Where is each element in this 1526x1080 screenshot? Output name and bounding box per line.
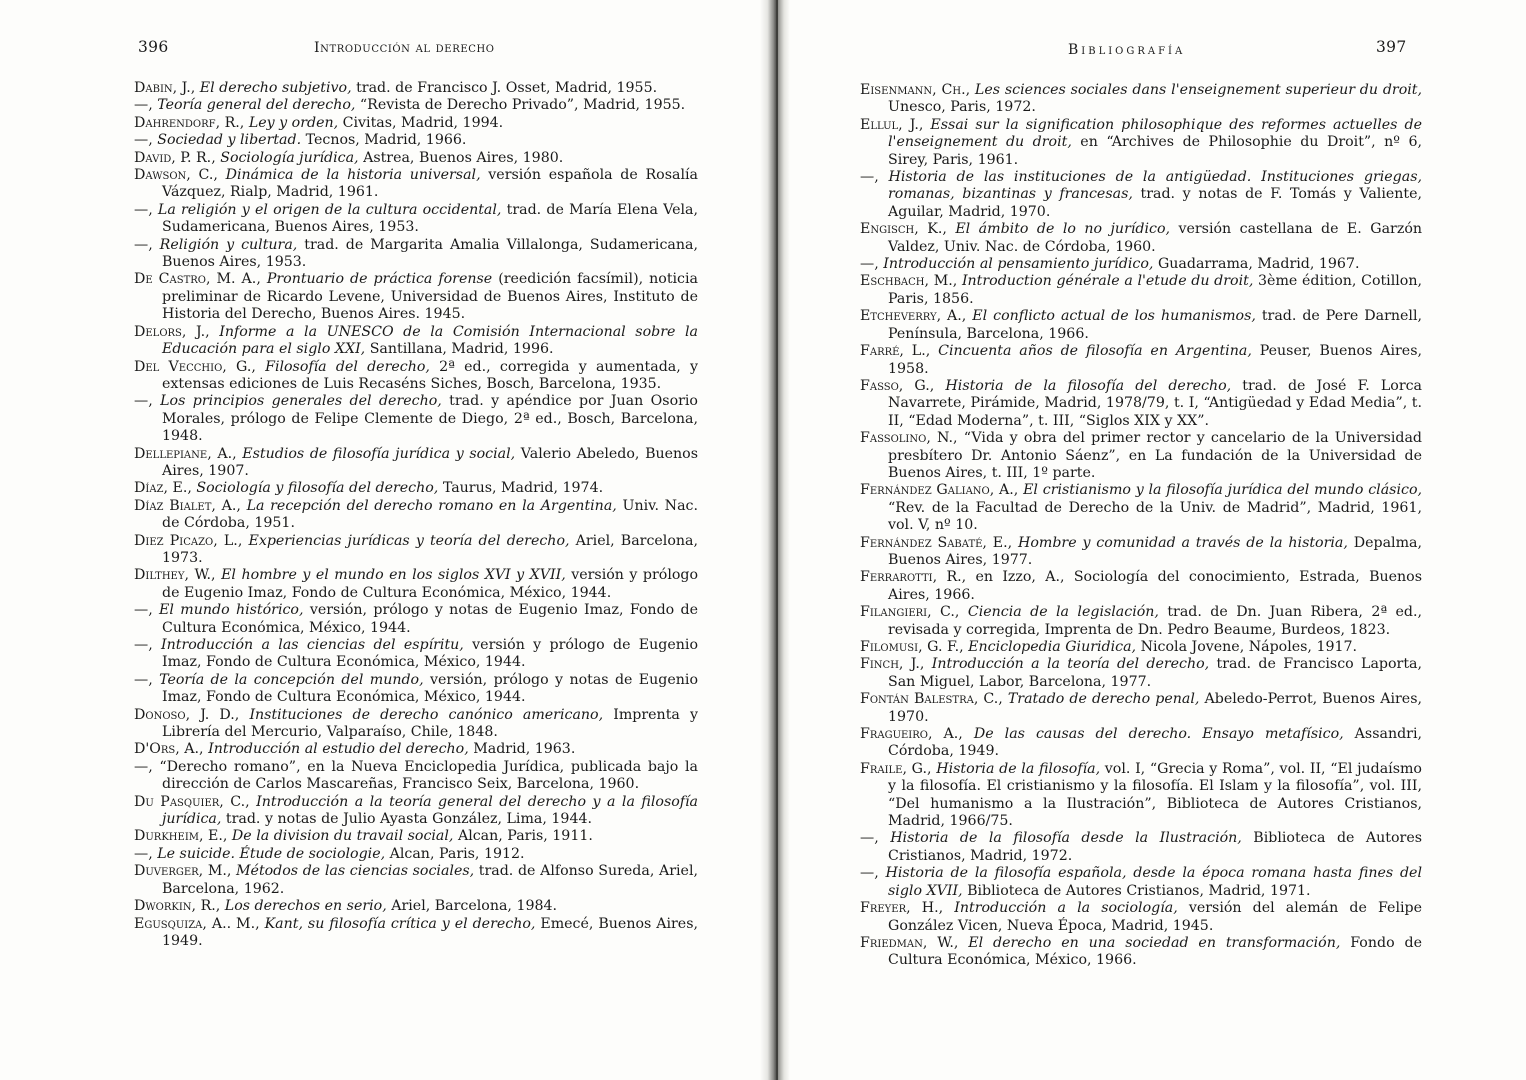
- entry-details: Unesco, Paris, 1972.: [888, 99, 1036, 116]
- entry-details: versión y prólogo de Eugenio Imaz, Fondo de Cultura Económica, México, 1944.: [162, 567, 699, 601]
- entry-title: Hombre y comunidad a través de la historia,: [1017, 534, 1348, 551]
- entry-details: Biblioteca de Autores Cristianos, Madrid, 1972.: [888, 830, 1422, 864]
- entry-title: Historia de la filosofía del derecho,: [945, 377, 1232, 394]
- entry-title: Métodos de las ciencias sociales,: [236, 863, 475, 880]
- bibliography-entry: [134, 132, 698, 149]
- entry-title: Historia de la filosofía desde la Ilustración,: [890, 830, 1242, 847]
- entry-title: Sociología jurídica,: [220, 149, 359, 166]
- entry-details: Peuser, Buenos Aires, 1958.: [888, 343, 1422, 377]
- entry-title: Essai sur la signification philosophique des reformes actuelles de l'enseignement du droit,: [888, 116, 1422, 151]
- entry-details: versión española de Rosalía Vázquez, Rialp, Madrid, 1961.: [162, 167, 698, 201]
- entry-title: Sociedad y libertad.: [157, 132, 302, 149]
- entry-author: Eschbach, M.,: [860, 273, 962, 290]
- entry-title: Introducción a las ciencias del espíritu,: [161, 637, 464, 653]
- bibliography-entry: [134, 672, 698, 707]
- bibliography-entry: [860, 691, 1422, 726]
- entry-details: Civitas, Madrid, 1994.: [338, 114, 504, 131]
- entry-title: Introducción al pensamiento jurídico,: [883, 256, 1154, 273]
- page-number: 396: [138, 38, 169, 56]
- entry-author: Filomusi, G. F.,: [860, 639, 969, 655]
- entry-author: Dworkin, R.,: [134, 898, 225, 915]
- bibliography-entry: [134, 916, 698, 951]
- entry-title: Teoría de la concepción del mundo,: [159, 671, 424, 688]
- entry-details: Alcan, Paris, 1911.: [453, 828, 593, 845]
- entry-author: Ferrarotti, R.,: [860, 569, 976, 586]
- bibliography-entry: [134, 828, 698, 845]
- bibliography-entry: [134, 602, 698, 637]
- entry-title: Introduction générale a l'etude du droit,: [961, 273, 1254, 290]
- entry-author: —,: [134, 602, 160, 619]
- entry-author: Duverger, M.,: [134, 863, 237, 880]
- entry-title: Los principios generales del derecho,: [160, 393, 442, 410]
- entry-title: Introducción a la teoría del derecho,: [931, 656, 1210, 673]
- entry-title: El cristianismo y la filosofía jurídica del mundo clásico,: [1023, 482, 1422, 499]
- bibliography-entry: [860, 82, 1422, 117]
- bibliography-entry: [860, 726, 1422, 761]
- entry-details: “Derecho romano”, en la Nueva Enciclopedia Jurídica, publicada bajo la dirección de Carlos Mascareñas, Francisco Seix, Barcelona, 1960.: [159, 758, 699, 793]
- bibliography-entry: [134, 359, 698, 394]
- bibliography-entry: [134, 637, 698, 672]
- entry-author: Fernández Sabaté, E.,: [860, 534, 1018, 551]
- entry-details: en Izzo, A., Sociología del conocimiento, Estrada, Buenos Aires, 1966.: [888, 569, 1423, 603]
- entry-details: trad. de José F. Lorca Navarrete, Pirámide, Madrid, 1978/79, t. I, “Antigüedad y Edad Media”, t. II, “Edad Moderna”, t. III, “Siglos XIX y XX”.: [888, 377, 1422, 429]
- entry-title: Teoría general del derecho,: [157, 97, 356, 114]
- bibliography-entry: [860, 535, 1422, 570]
- bibliography-entry: [134, 80, 698, 97]
- entry-title: Dinámica de la historia universal,: [225, 167, 481, 184]
- entry-details: versión castellana de E. Garzón Valdez, Univ. Nac. de Córdoba, 1960.: [888, 221, 1422, 255]
- entry-author: Ellul, J.,: [860, 116, 931, 133]
- entry-title: El derecho subjetivo,: [199, 80, 352, 96]
- bibliography-entry: [860, 865, 1422, 900]
- entry-details: Valerio Abeledo, Buenos Aires, 1907.: [162, 445, 698, 479]
- entry-details: trad. de Francisco Laporta, San Miguel, Labor, Barcelona, 1977.: [888, 656, 1422, 690]
- bibliography-entry: [860, 830, 1422, 865]
- entry-title: Filosofía del derecho,: [265, 358, 430, 375]
- entry-author: Díaz Bialet, A.,: [134, 497, 247, 514]
- bibliography-entry: [860, 378, 1422, 430]
- bibliography-entry: [860, 343, 1422, 378]
- entry-author: —,: [134, 671, 160, 688]
- entry-author: Dawson, C.,: [134, 167, 226, 184]
- entry-details: Imprenta y Librería del Mercurio, Valparaíso, Chile, 1848.: [162, 706, 698, 741]
- bibliography-entry: [860, 482, 1422, 534]
- entry-title: Estudios de filosofía jurídica y social,: [242, 445, 516, 462]
- entry-title: El conflicto actual de los humanismos,: [972, 308, 1256, 325]
- entry-author: Fernández Galiano, A.,: [860, 482, 1024, 499]
- entry-author: —,: [134, 758, 160, 775]
- entry-details: trad. de Alfonso Sureda, Ariel, Barcelona, 1962.: [162, 863, 698, 897]
- bibliography-entry: [134, 446, 698, 481]
- entry-author: —,: [134, 132, 158, 149]
- right-page: [790, 0, 1526, 1080]
- entry-title: Historia de las instituciones de la antigüedad. Instituciones griegas, romanas, bizantinas y francesas,: [888, 169, 1422, 203]
- entry-author: —,: [134, 201, 158, 218]
- bibliography-entry: [134, 115, 698, 132]
- entry-details: trad. y notas de Julio Ayasta González, Lima, 1944.: [221, 811, 593, 828]
- bibliography-entry: [860, 604, 1422, 639]
- bibliography-entry: [860, 221, 1422, 256]
- bibliography-entry: [860, 169, 1422, 221]
- entry-details: trad. de Dn. Juan Ribera, 2ª ed., revisada y corregida, Imprenta de Dn. Pedro Beaume, Burdeos, 1823.: [888, 604, 1422, 638]
- entry-author: D'Ors, A.,: [134, 741, 209, 758]
- entry-title: Les sciences sociales dans l'enseignement superieur du droit,: [974, 82, 1423, 98]
- entry-details: Depalma, Buenos Aires, 1977.: [888, 534, 1422, 568]
- entry-title: La religión y el origen de la cultura occidental,: [157, 201, 502, 218]
- entry-title: Le suicide. Étude de sociologie,: [157, 845, 386, 862]
- entry-title: Prontuario de práctica forense: [266, 271, 493, 288]
- entry-title: Introducción a la sociología,: [954, 900, 1178, 917]
- entry-title: El mundo histórico,: [159, 602, 304, 619]
- bibliography-entry: [134, 759, 698, 794]
- entry-author: Freyer, H.,: [860, 900, 955, 917]
- bibliography-entry: [860, 761, 1422, 831]
- entry-title: Cincuenta años de filosofía en Argentina,: [938, 343, 1252, 360]
- entry-author: Fasso, G.,: [860, 377, 946, 394]
- entry-author: Durkheim, E.,: [134, 828, 232, 845]
- entry-details: Univ. Nac. de Córdoba, 1951.: [162, 497, 698, 532]
- entry-author: —,: [134, 393, 161, 410]
- bibliography-entry: [134, 567, 698, 602]
- entry-details: Abeledo-Perrot, Buenos Aires, 1970.: [888, 691, 1422, 725]
- page-number: 397: [1376, 38, 1407, 56]
- bibliography-entry: [134, 324, 698, 359]
- entry-details: Biblioteca de Autores Cristianos, Madrid, 1971.: [962, 882, 1311, 899]
- bibliography-entry: [860, 935, 1422, 970]
- entry-title: Ciencia de la legislación,: [967, 604, 1159, 621]
- running-head: Introducción al derecho: [314, 40, 495, 56]
- entry-details: 2ª ed., corregida y aumentada, y extensas ediciones de Luis Recaséns Siches, Bosch, Barcelona, 1935.: [162, 358, 698, 392]
- entry-title: Introducción a la teoría general del derecho y a la filosofía jurídica,: [162, 793, 699, 828]
- bibliography-entry: [134, 271, 698, 323]
- entry-title: La recepción del derecho romano en la Argentina,: [246, 497, 617, 514]
- entry-author: Diez Picazo, L.,: [134, 532, 249, 549]
- entry-author: —,: [860, 830, 891, 847]
- entry-title: Informe a la UNESCO de la Comisión Internacional sobre la Educación para el siglo XXI,: [162, 323, 698, 358]
- bibliography-entry: [860, 656, 1422, 691]
- bibliography-entry: [134, 498, 698, 533]
- bibliography-entry: [860, 639, 1422, 656]
- entry-details: versión del alemán de Felipe González Vicen, Nueva Época, Madrid, 1945.: [888, 900, 1422, 934]
- entry-details: Assandri, Córdoba, 1949.: [888, 726, 1422, 760]
- entry-title: El hombre y el mundo en los siglos XVI y XVII,: [221, 567, 566, 584]
- bibliography-entry: [134, 794, 698, 829]
- entry-details: vol. I, “Grecia y Roma”, vol. II, “El judaísmo y la filosofía. El cristianismo y la filosofía. El Islam y la filosofía”, vol. III, “Del humanismo a la Ilustración”, Biblioteca de Autores Cristianos, Madrid, 1966/75.: [888, 760, 1422, 830]
- bibliography-entry: [860, 430, 1422, 482]
- entry-author: Du Pasquier, C.,: [134, 793, 257, 810]
- bibliography-entry: [134, 863, 698, 898]
- entry-details: Fondo de Cultura Económica, México, 1966.: [888, 934, 1422, 969]
- left-page: [0, 0, 760, 1080]
- bibliography-entry: [134, 846, 698, 863]
- entry-details: trad. de Pere Darnell, Península, Barcelona, 1966.: [888, 308, 1422, 342]
- entry-author: David, P. R.,: [134, 149, 221, 166]
- entry-title: Sociología y filosofía del derecho,: [196, 480, 439, 497]
- entry-details: Astrea, Buenos Aires, 1980.: [358, 149, 564, 166]
- bibliography-entry: [134, 480, 698, 497]
- entry-details: Tecnos, Madrid, 1966.: [301, 132, 467, 149]
- bibliography-entry: [134, 237, 698, 272]
- entry-details: Madrid, 1963.: [468, 741, 576, 758]
- book-gutter: [760, 0, 790, 1080]
- entry-author: —,: [860, 256, 884, 273]
- entry-author: Friedman, W.,: [860, 934, 969, 951]
- entry-author: Filangieri, C.,: [860, 604, 968, 621]
- bibliography-entry: [134, 150, 698, 167]
- bibliography-entry: [134, 393, 698, 445]
- entry-author: Farré, L.,: [860, 343, 939, 360]
- bibliography-entry: [134, 533, 698, 568]
- entry-details: versión, prólogo y notas de Eugenio Imaz, Fondo de Cultura Económica, México, 1944.: [162, 671, 698, 706]
- entry-author: Delors, J.,: [134, 323, 220, 340]
- bibliography-entry: [134, 898, 698, 915]
- entry-author: Fragueiro, A.,: [860, 726, 974, 743]
- entry-author: —,: [860, 169, 889, 186]
- entry-title: El ámbito de lo no jurídico,: [955, 221, 1171, 238]
- entry-details: Santillana, Madrid, 1996.: [365, 341, 554, 358]
- bibliography-entry: [134, 97, 698, 114]
- entry-details: “Vida y obra del primer rector y cancelario de la Universidad presbítero Dr. Antonio Sáenz”, en La fundación de la Universidad de Buenos Aires, t. III, 1º parte.: [888, 430, 1422, 481]
- entry-author: Etcheverry, A.,: [860, 308, 973, 325]
- entry-author: Donoso, J. D.,: [134, 706, 250, 723]
- entry-details: 3ème édition, Cotillon, Paris, 1856.: [888, 273, 1422, 307]
- bibliography-entry: [860, 256, 1422, 273]
- entry-author: Finch, J.,: [860, 656, 932, 673]
- bibliography-entry: [134, 202, 698, 237]
- entry-details: Guadarrama, Madrid, 1967.: [1153, 256, 1360, 273]
- entry-details: trad. de Margarita Amalia Villalonga, Sudamericana, Buenos Aires, 1953.: [162, 236, 698, 271]
- entry-details: Emecé, Buenos Aires, 1949.: [162, 915, 698, 949]
- entry-details: Ariel, Barcelona, 1984.: [386, 898, 558, 915]
- entry-title: El derecho en una sociedad en transformación,: [968, 934, 1341, 951]
- entry-title: Experiencias jurídicas y teoría del derecho,: [248, 532, 570, 549]
- entry-title: Ley y orden,: [248, 114, 339, 131]
- entry-author: Fassolino, N.,: [860, 430, 964, 447]
- entry-author: Fontán Balestra, C.,: [860, 691, 1008, 708]
- entry-author: —,: [860, 865, 886, 882]
- entry-author: —,: [134, 97, 158, 114]
- bibliography-entry: [134, 167, 698, 202]
- bibliography-list: [134, 80, 698, 950]
- running-head: Bibliografía: [1068, 42, 1186, 58]
- entry-author: —,: [134, 637, 162, 653]
- bibliography-entry: [134, 741, 698, 758]
- entry-title: Kant, su filosofía crítica y el derecho,: [264, 915, 536, 932]
- entry-title: Instituciones de derecho canónico americano,: [249, 706, 604, 723]
- entry-details: versión, prólogo y notas de Eugenio Imaz, Fondo de Cultura Económica, México, 1944.: [162, 602, 699, 636]
- entry-title: Religión y cultura,: [159, 236, 298, 253]
- entry-details: Ariel, Barcelona, 1973.: [162, 532, 698, 566]
- entry-author: Díaz, E.,: [134, 480, 197, 497]
- entry-details: (reedición facsímil), noticia preliminar de Ricardo Levene, Universidad de Buenos Aires, Instituto de Historia del Derecho, Buenos Aires. 1945.: [162, 271, 698, 323]
- bibliography-entry: [860, 900, 1422, 935]
- entry-details: trad. de Francisco J. Osset, Madrid, 1955.: [351, 80, 658, 96]
- bibliography-entry: [860, 117, 1422, 169]
- entry-author: Fraile, G.,: [860, 760, 937, 777]
- entry-details: Alcan, Paris, 1912.: [385, 845, 525, 862]
- entry-title: Historia de la filosofía española, desde la época romana hasta fines del siglo XVII,: [885, 865, 1422, 899]
- entry-details: trad. de María Elena Vela, Sudamericana, Buenos Aires, 1953.: [162, 201, 698, 236]
- entry-details: “Revista de Derecho Privado”, Madrid, 1955.: [355, 97, 686, 114]
- entry-author: Dabin, J.,: [134, 80, 200, 96]
- entry-details: Nicola Jovene, Nápoles, 1917.: [1136, 639, 1358, 655]
- entry-details: versión y prólogo de Eugenio Imaz, Fondo de Cultura Económica, México, 1944.: [162, 637, 698, 671]
- entry-title: Historia de la filosofía,: [936, 760, 1101, 777]
- bibliography-entry: [134, 707, 698, 742]
- entry-title: De la division du travail social,: [231, 828, 454, 845]
- entry-author: Del Vecchio, G.,: [134, 358, 266, 375]
- entry-title: Los derechos en serio,: [224, 898, 387, 915]
- entry-author: Engisch, K.,: [860, 221, 956, 238]
- entry-author: De Castro, M. A.,: [134, 271, 267, 288]
- entry-author: —,: [134, 845, 158, 862]
- entry-author: Egusquiza, A.. M.,: [134, 915, 265, 932]
- entry-author: —,: [134, 236, 160, 253]
- entry-details: en “Archives de Philosophie du Droit”, nº 6, Sirey, Paris, 1961.: [888, 134, 1422, 168]
- entry-title: Introducción al estudio del derecho,: [208, 741, 469, 758]
- entry-author: Dahrendorf, R.,: [134, 114, 249, 131]
- bibliography-entry: [860, 569, 1422, 604]
- entry-details: “Rev. de la Facultad de Derecho de la Univ. de Madrid”, Madrid, 1961, vol. V, nº 10.: [888, 499, 1422, 534]
- bibliography-entry: [860, 308, 1422, 343]
- bibliography-entry: [860, 273, 1422, 308]
- entry-title: Tratado de derecho penal,: [1007, 691, 1200, 708]
- entry-details: trad. y notas de F. Tomás y Valiente, Aguilar, Madrid, 1970.: [888, 186, 1423, 220]
- entry-details: Taurus, Madrid, 1974.: [438, 480, 604, 497]
- entry-details: trad. y apéndice por Juan Osorio Morales, prólogo de Felipe Clemente de Diego, 2ª ed., Bosch, Barcelona, 1948.: [162, 393, 698, 445]
- bibliography-list: [860, 82, 1422, 970]
- entry-title: De las causas del derecho. Ensayo metafísico,: [973, 726, 1344, 743]
- entry-author: Eisenmann, Ch.,: [860, 82, 975, 98]
- entry-author: Dellepiane, A.,: [134, 445, 243, 462]
- entry-title: Enciclopedia Giuridica,: [968, 639, 1137, 655]
- entry-author: Dilthey, W.,: [134, 567, 222, 584]
